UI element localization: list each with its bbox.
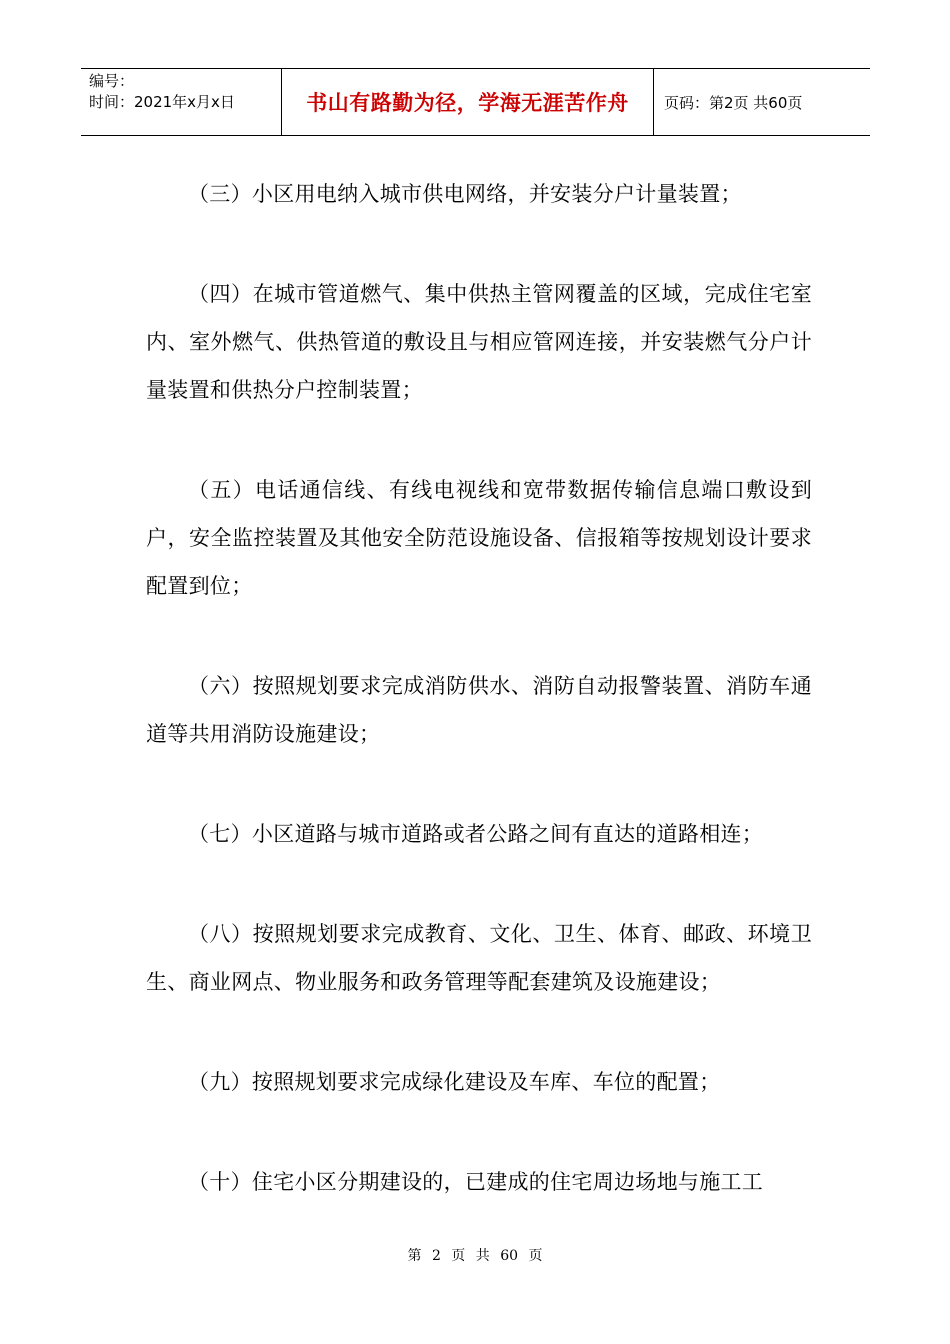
paragraph-6: （六）按照规划要求完成消防供水、消防自动报警装置、消防车通道等共用消防设施建设； [146, 674, 812, 746]
paragraph-9: （九）按照规划要求完成绿化建设及车库、车位的配置； [188, 1070, 721, 1094]
footer-page-number: 第 2 页 共 60 页 [407, 1248, 543, 1264]
paragraph-3: （三）小区用电纳入城市供电网络，并安装分户计量装置； [188, 182, 742, 206]
paragraph-4: （四）在城市管道燃气、集中供热主管网覆盖的区域，完成住宅室内、室外燃气、供热管道的敷设且与相应管网连接，并安装燃气分户计量装置和供热分户控制装置； [146, 282, 812, 402]
document-body [146, 170, 812, 1206]
paragraph-10: （十）住宅小区分期建设的，已建成的住宅周边场地与施工工 [188, 1170, 764, 1194]
paragraph-5: （五）电话通信线、有线电视线和宽带数据传输信息端口敷设到户，安全监控装置及其他安全防范设施设备、信报箱等按规划设计要求配置到位； [146, 478, 812, 598]
page-footer [0, 1245, 950, 1265]
paragraph-8: （八）按照规划要求完成教育、文化、卫生、体育、邮政、环境卫生、商业网点、物业服务和政务管理等配套建筑及设施建设； [146, 922, 812, 994]
header-meta-cell [81, 69, 282, 135]
document-time-label: 时间：2021年x月x日 [89, 93, 235, 111]
header-motto-cell [282, 69, 654, 135]
header-page-cell [654, 69, 870, 135]
document-number-label: 编号： [89, 72, 135, 90]
header-page-info: 页码：第2页 共60页 [664, 93, 803, 112]
paragraph-7: （七）小区道路与城市道路或者公路之间有直达的道路相连； [188, 822, 764, 846]
header-motto: 书山有路勤为径，学海无涯苦作舟 [306, 91, 629, 115]
page-header [81, 68, 870, 136]
